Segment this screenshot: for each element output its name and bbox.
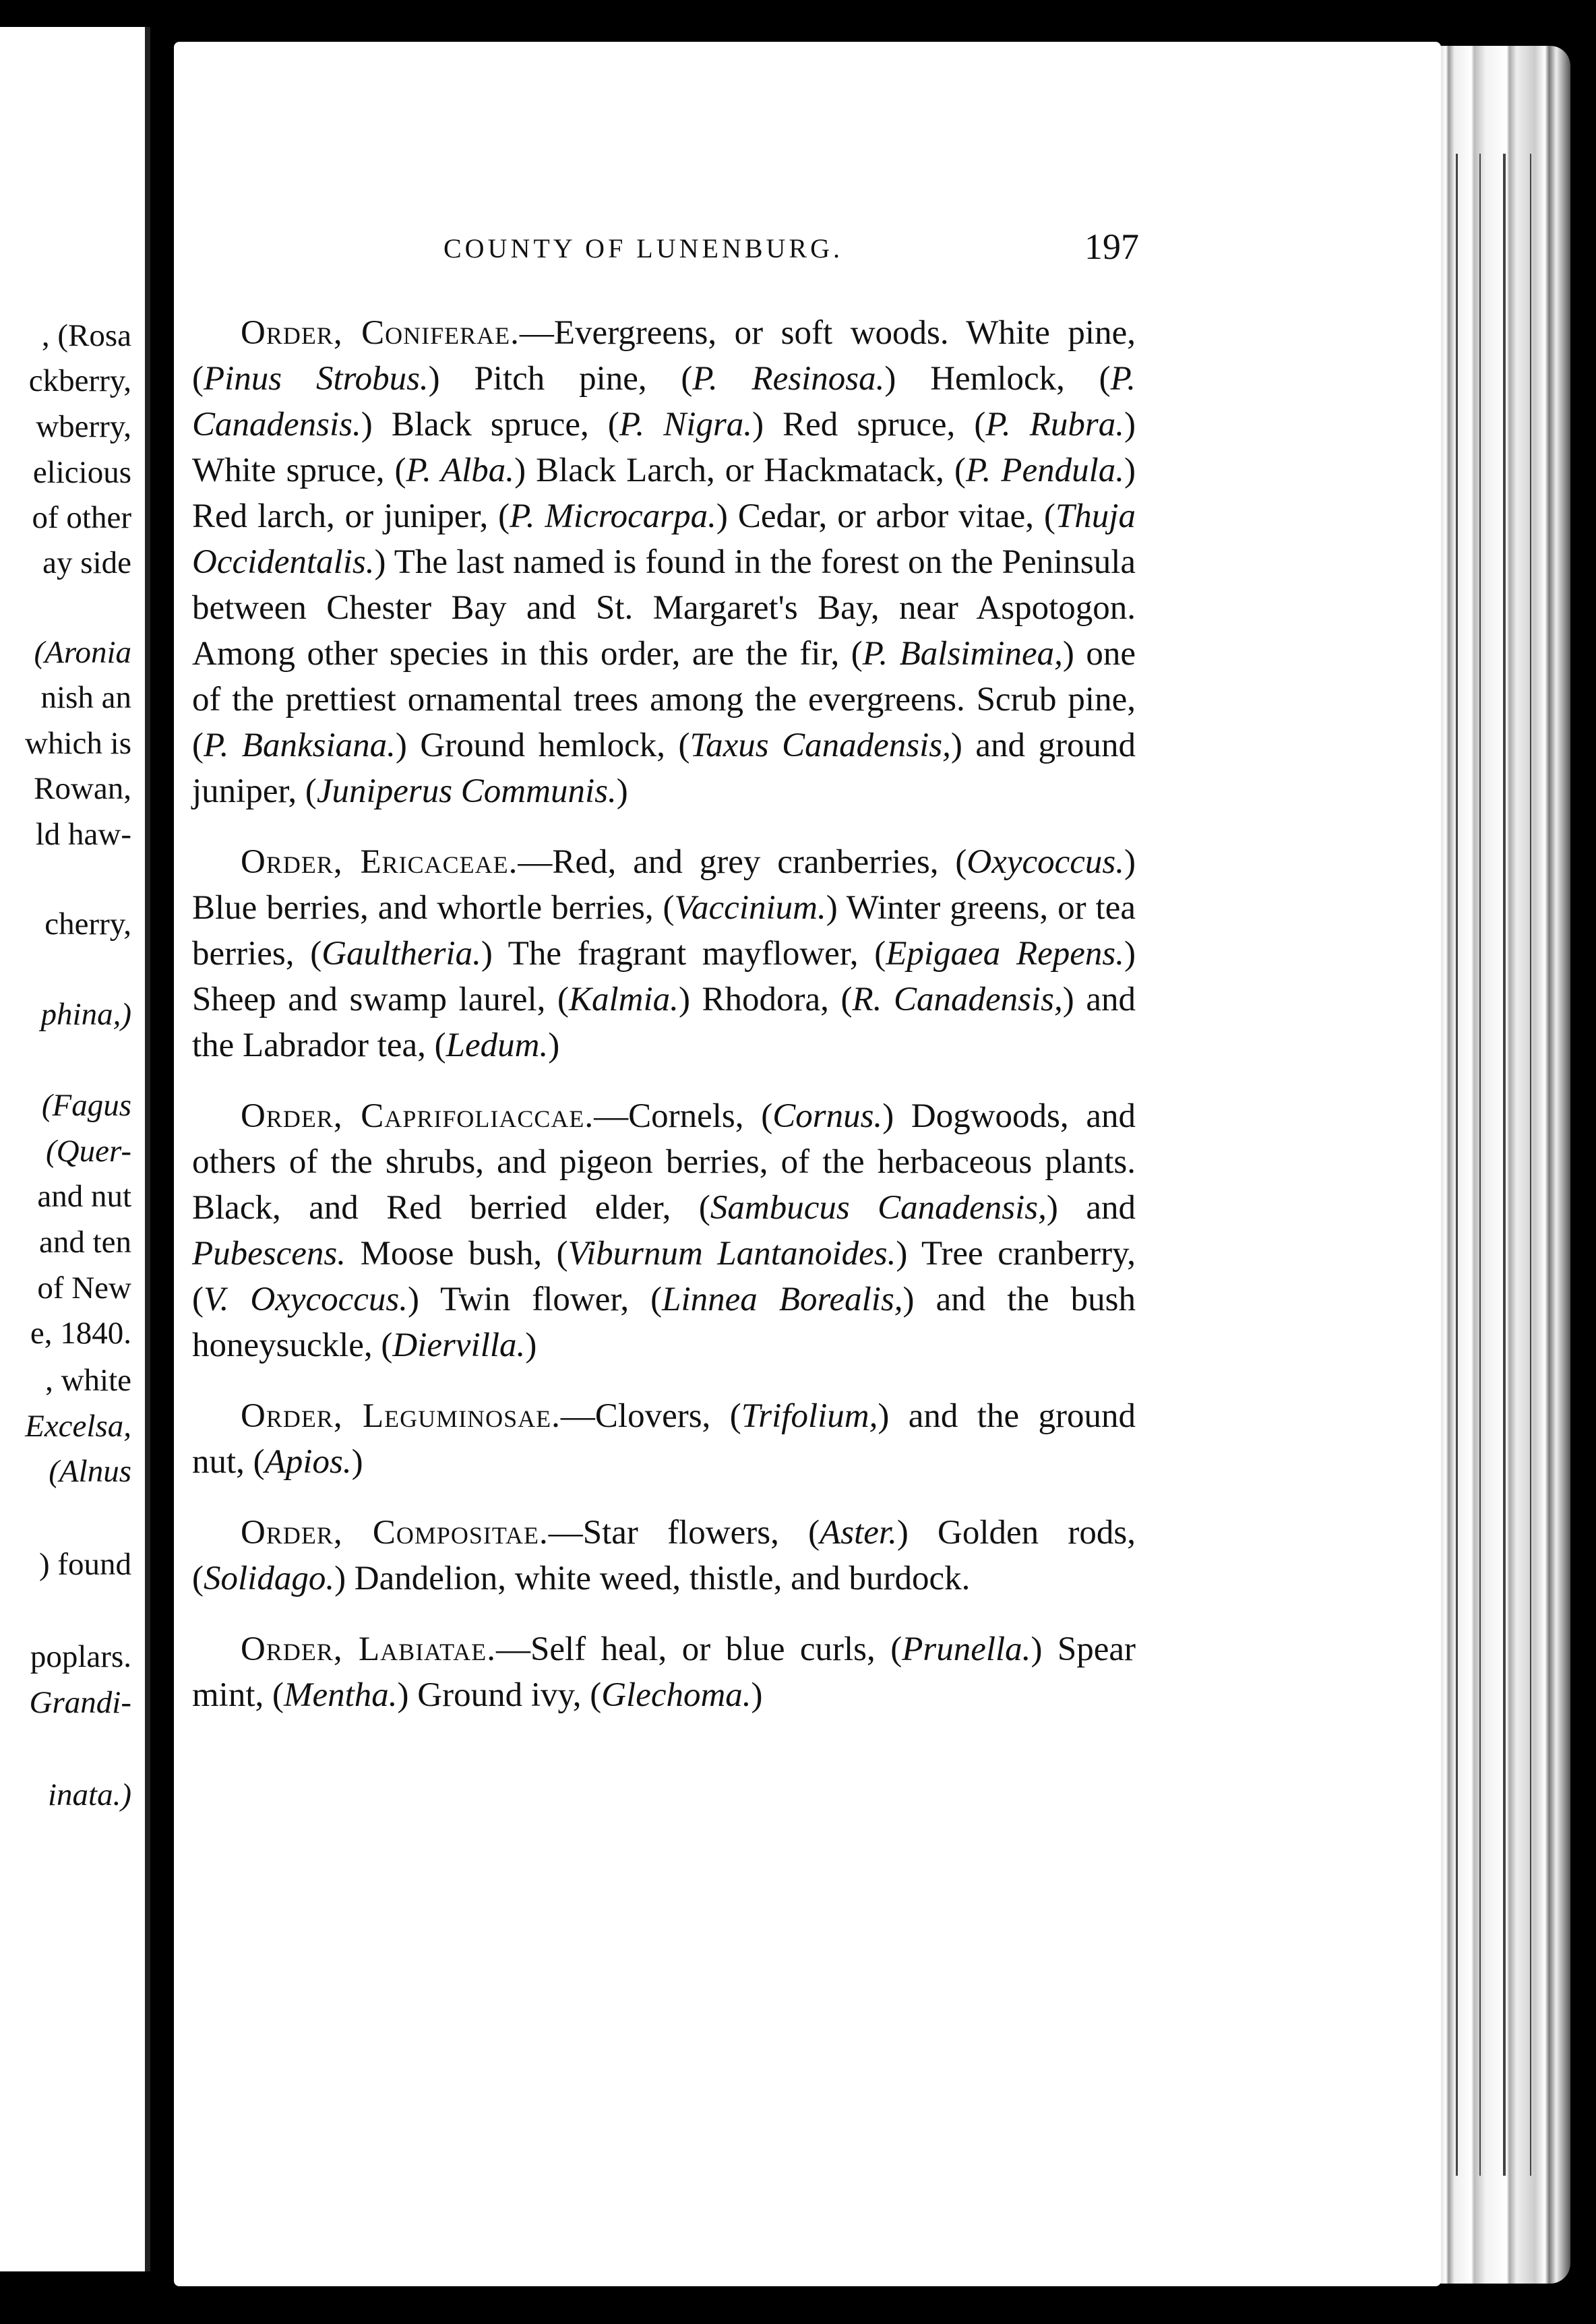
left-page-fragment <box>0 27 150 2271</box>
text-run: ) Dogwoods, and others of the shrubs, and pigeon berries, of the herbaceous plants. Black, and Red berried elder, ( <box>192 1097 1136 1227</box>
latin-name: P. Rubra. <box>985 406 1125 444</box>
left-page-line: (Aronia <box>34 635 131 670</box>
left-page-line: poplars. <box>30 1639 131 1674</box>
latin-name: Sambucus Canadensis, <box>710 1189 1047 1227</box>
text-run: ) The fragrant mayflower, ( <box>481 935 886 973</box>
text-run: ) and ground juniper, ( <box>192 727 1136 810</box>
text-run: —Star flowers, ( <box>548 1514 820 1552</box>
page-header <box>270 226 1139 273</box>
latin-name: Diervilla. <box>392 1326 526 1364</box>
left-page-line: which is <box>25 726 131 761</box>
left-page-line: (Alnus <box>49 1454 131 1489</box>
left-page-line: , (Rosa <box>41 318 131 353</box>
text-run: ) and the Labrador tea, ( <box>192 981 1136 1064</box>
text-run: —Cornels, ( <box>594 1097 773 1135</box>
text-run: ) Spear mint, ( <box>192 1630 1136 1714</box>
text-run: ) Sheep and swamp laurel, ( <box>192 935 1136 1018</box>
left-page-line: Grandi- <box>29 1685 131 1720</box>
order-heading: Order, Compositae. <box>241 1514 549 1552</box>
latin-name: Pubescens. <box>192 1235 346 1273</box>
text-run: ) Rhodora, ( <box>678 981 853 1018</box>
page-edges <box>1429 46 1570 2284</box>
order-paragraph <box>192 1510 1136 1601</box>
text-run: ) <box>548 1027 560 1064</box>
text-run: ) and the bush honeysuckle, ( <box>192 1281 1136 1364</box>
latin-name: Trifolium, <box>741 1397 878 1435</box>
text-run: ) Pitch pine, ( <box>428 360 693 398</box>
latin-name: P. Alba. <box>406 452 515 489</box>
left-page-line: of New <box>37 1271 131 1306</box>
text-run: —Red, and grey cranberries, ( <box>518 843 967 881</box>
text-run: ) one of the prettiest ornamental trees among the evergreens. Scrub pine, ( <box>192 635 1136 764</box>
text-run: ) Red spruce, ( <box>752 406 986 444</box>
order-heading: Order, Labiatae. <box>241 1630 497 1668</box>
order-heading: Order, Ericaceae. <box>241 843 518 881</box>
latin-name: Oxycoccus. <box>966 843 1125 881</box>
left-page-line: and nut <box>37 1179 131 1214</box>
left-page-line: and ten <box>38 1225 131 1260</box>
latin-name: Thuja Occidentalis. <box>192 497 1136 581</box>
left-page-line: ckberry, <box>28 363 131 398</box>
latin-name: Taxus Canadensis, <box>689 727 951 764</box>
edge-line <box>1456 154 1458 2176</box>
text-run: —Self heal, or blue curls, ( <box>496 1630 902 1668</box>
left-page-line: (Fagus <box>41 1088 131 1123</box>
text-run: ) Winter greens, or tea berries, ( <box>192 889 1136 973</box>
text-run: ) Blue berries, and whortle berries, ( <box>192 843 1136 927</box>
latin-name: R. Canadensis, <box>852 981 1063 1018</box>
latin-name: P. Nigra. <box>619 406 753 444</box>
text-run: ) Tree cranberry, ( <box>192 1235 1136 1318</box>
latin-name: P. Balsiminea, <box>862 635 1063 673</box>
body-text <box>192 310 1136 1743</box>
text-run: ) The last named is found in the forest on the Peninsula between Chester Bay and St. Margaret's Bay, near Aspotogon. Among other species in this order, are the fir, ( <box>192 543 1136 673</box>
latin-name: Viburnum Lantanoides. <box>567 1235 896 1273</box>
latin-name: Solidago. <box>203 1560 335 1597</box>
text-run: ) Twin flower, ( <box>407 1281 663 1318</box>
left-page-line: Excelsa, <box>25 1409 131 1444</box>
latin-name: Prunella. <box>902 1630 1031 1668</box>
left-page-line: e, 1840. <box>30 1316 131 1351</box>
latin-name: P. Banksiana. <box>203 727 396 764</box>
text-run: ) Ground hemlock, ( <box>395 727 690 764</box>
running-head: COUNTY OF LUNENBURG. <box>443 233 843 264</box>
left-page-line: ) found <box>38 1547 131 1582</box>
edge-line <box>1479 154 1481 2176</box>
left-page-line: of other <box>32 500 131 535</box>
left-page-line: , white <box>45 1363 131 1398</box>
edge-line <box>1503 154 1506 2176</box>
left-page-line: ay side <box>42 545 131 580</box>
order-paragraph <box>192 310 1136 814</box>
text-run: ) <box>525 1326 537 1364</box>
text-run: ) Dandelion, white weed, thistle, and burdock. <box>334 1560 971 1597</box>
latin-name: P. Microcarpa. <box>510 497 716 535</box>
latin-name: Glechoma. <box>601 1676 751 1714</box>
left-page-line: phina,) <box>40 997 131 1032</box>
latin-name: Pinus Strobus. <box>203 360 429 398</box>
latin-name: P. Canadensis. <box>192 360 1136 444</box>
latin-name: V. Oxycoccus. <box>203 1281 408 1318</box>
latin-name: Vaccinium. <box>674 889 826 927</box>
order-paragraph <box>192 1393 1136 1485</box>
order-heading: Order, Coniferae. <box>241 314 520 352</box>
order-paragraph <box>192 1093 1136 1368</box>
text-run: ) Red larch, or juniper, ( <box>192 452 1136 535</box>
order-heading: Order, Caprifoliaccae. <box>241 1097 594 1135</box>
latin-name: Epigaea Repens. <box>886 935 1125 973</box>
text-run: —Clovers, ( <box>560 1397 741 1435</box>
text-run: Moose bush, ( <box>346 1235 568 1273</box>
latin-name: Ledum. <box>446 1027 549 1064</box>
left-page-line: ld haw- <box>35 817 131 852</box>
text-run: ) Black Larch, or Hackmatack, ( <box>514 452 966 489</box>
text-run: ) Black spruce, ( <box>361 406 619 444</box>
text-run: ) and <box>1046 1189 1136 1227</box>
latin-name: Aster. <box>820 1514 897 1552</box>
order-heading: Order, Leguminosae. <box>241 1397 561 1435</box>
latin-name: Kalmia. <box>569 981 679 1018</box>
page-number: 197 <box>1084 226 1139 267</box>
left-page-line: nish an <box>40 680 131 715</box>
text-run: ) <box>351 1443 363 1481</box>
left-page-line: wberry, <box>36 409 131 444</box>
latin-name: P. Pendula. <box>965 452 1125 489</box>
latin-name: Juniperus Communis. <box>316 772 617 810</box>
latin-name: P. Resinosa. <box>692 360 885 398</box>
text-run: —Evergreens, or soft woods. White pine, ( <box>192 314 1136 398</box>
text-run: ) Cedar, or arbor vitae, ( <box>716 497 1055 535</box>
left-page-line: elicious <box>32 455 131 490</box>
text-run: ) <box>616 772 628 810</box>
latin-name: Cornus. <box>772 1097 883 1135</box>
left-page-line: (Quer- <box>46 1134 131 1169</box>
latin-name: Gaultheria. <box>321 935 481 973</box>
order-paragraph <box>192 839 1136 1068</box>
latin-name: Apios. <box>264 1443 352 1481</box>
left-page-line: cherry, <box>44 907 131 942</box>
order-paragraph <box>192 1626 1136 1718</box>
text-run: ) Hemlock, ( <box>884 360 1111 398</box>
latin-name: Linnea Borealis, <box>662 1281 903 1318</box>
text-run: ) <box>751 1676 763 1714</box>
text-run: ) Golden rods, ( <box>192 1514 1136 1597</box>
left-page-line: inata.) <box>47 1777 131 1812</box>
text-run: ) and the ground nut, ( <box>192 1397 1136 1481</box>
left-page-line: Rowan, <box>34 771 131 806</box>
latin-name: Mentha. <box>284 1676 398 1714</box>
text-run: ) White spruce, ( <box>192 406 1136 489</box>
edge-line <box>1530 154 1531 2176</box>
text-run: ) Ground ivy, ( <box>397 1676 602 1714</box>
